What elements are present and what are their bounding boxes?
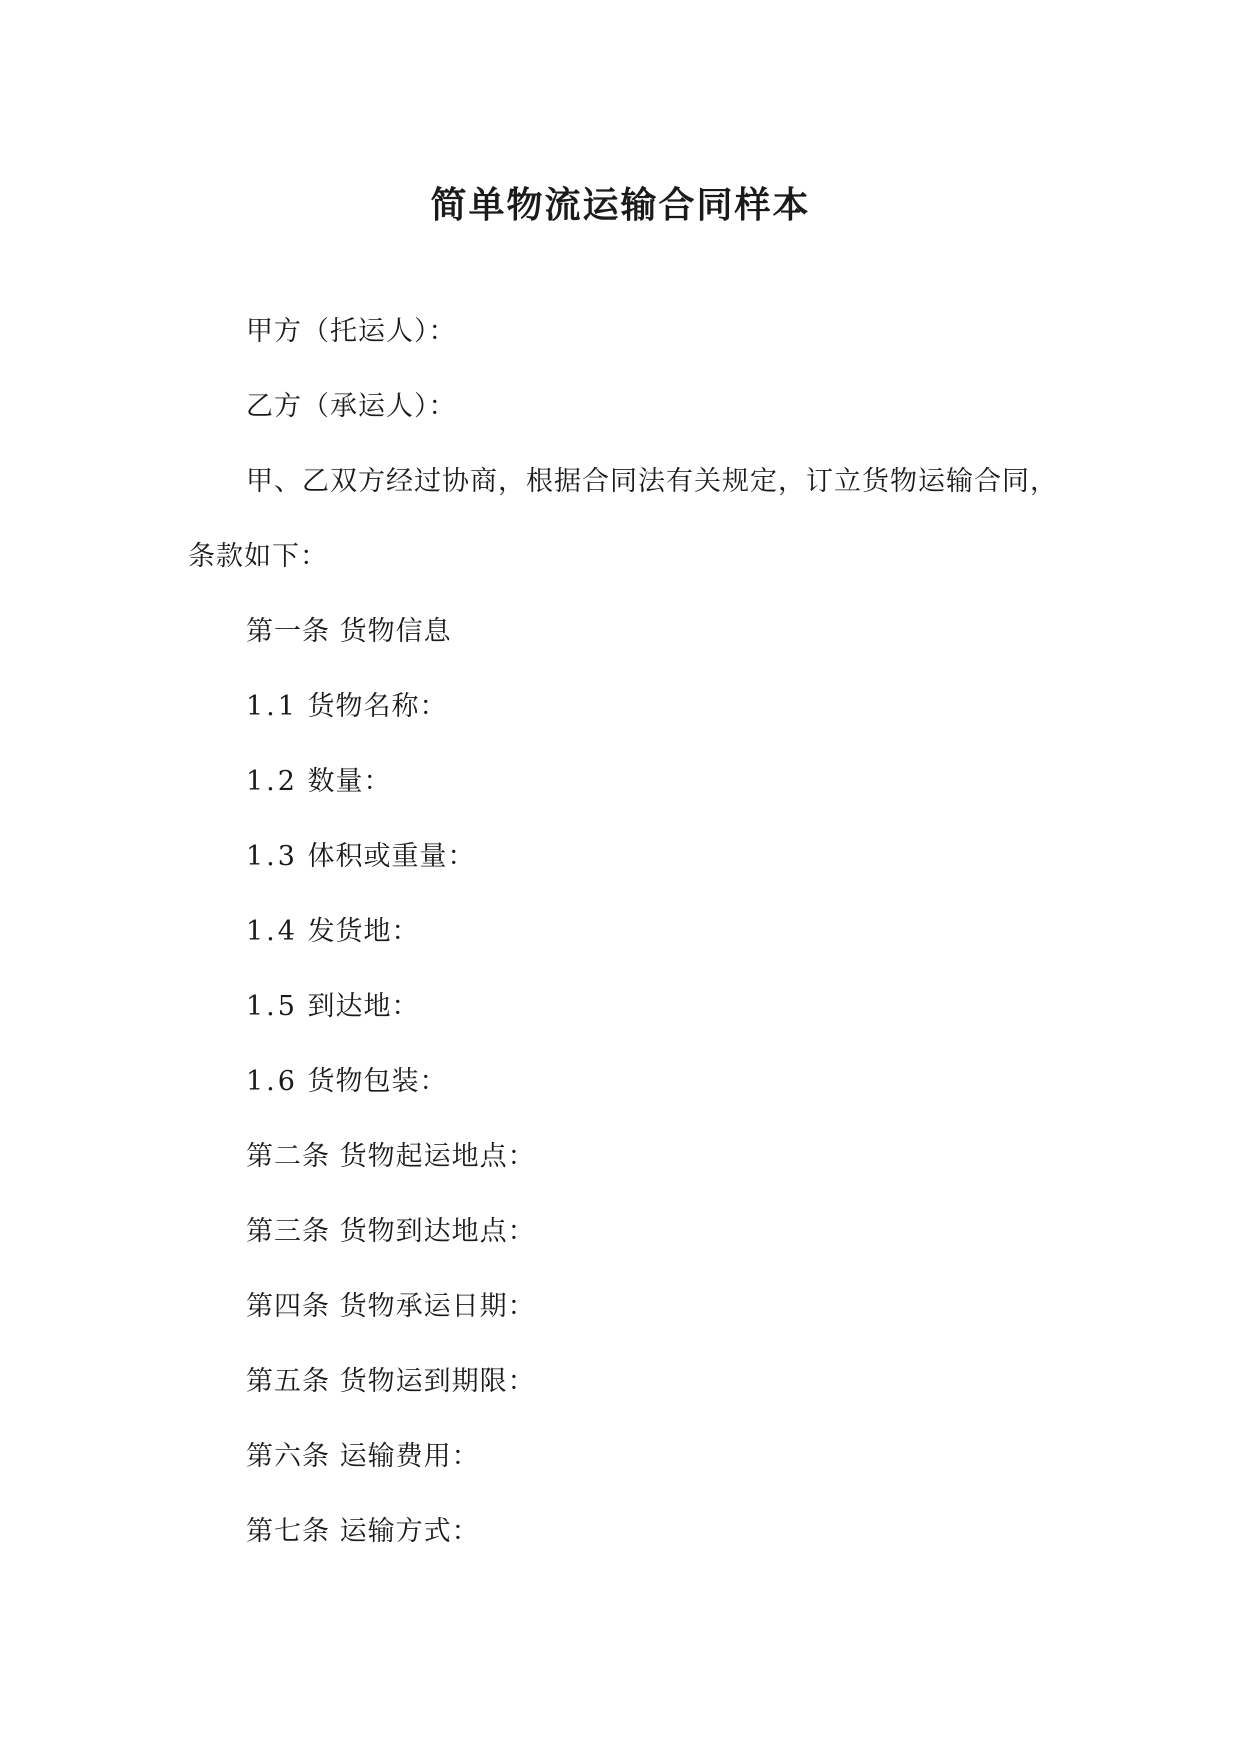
article-1-item <box>246 837 476 877</box>
article-7: 第七条 运输方式： <box>246 1516 480 1547</box>
article-4: 第四条 货物承运日期： <box>246 1291 536 1322</box>
item-label: 到达地： <box>307 991 420 1022</box>
article-1-item <box>246 987 420 1027</box>
article-1-item <box>246 1062 448 1102</box>
article-6: 第六条 运输费用： <box>246 1441 480 1472</box>
party-b-line: 乙方（承运人）： <box>246 391 457 422</box>
item-label: 货物名称： <box>307 691 448 722</box>
item-number: 1.1 <box>246 691 298 722</box>
item-label: 体积或重量： <box>307 841 476 872</box>
preamble-line-2: 条款如下： <box>188 541 328 572</box>
article-1-heading: 第一条 货物信息 <box>246 616 452 647</box>
item-number: 1.3 <box>246 841 298 872</box>
item-label: 发货地： <box>307 916 420 947</box>
article-1-item <box>246 912 420 952</box>
article-5: 第五条 货物运到期限： <box>246 1366 536 1397</box>
item-label: 货物包装： <box>307 1066 448 1097</box>
item-number: 1.6 <box>246 1066 298 1097</box>
item-number: 1.4 <box>246 916 298 947</box>
item-number: 1.5 <box>246 991 298 1022</box>
article-2: 第二条 货物起运地点： <box>246 1141 536 1172</box>
article-3: 第三条 货物到达地点： <box>246 1216 536 1247</box>
item-label: 数量： <box>307 766 392 797</box>
item-number: 1.2 <box>246 766 298 797</box>
party-a-line: 甲方（托运人）： <box>246 316 457 347</box>
article-1-item <box>246 762 392 802</box>
preamble-line-1: 甲、乙双方经过协商，根据合同法有关规定，订立货物运输合同， <box>246 466 1058 497</box>
document-title: 简单物流运输合同样本 <box>430 185 811 226</box>
article-1-item <box>246 687 448 727</box>
